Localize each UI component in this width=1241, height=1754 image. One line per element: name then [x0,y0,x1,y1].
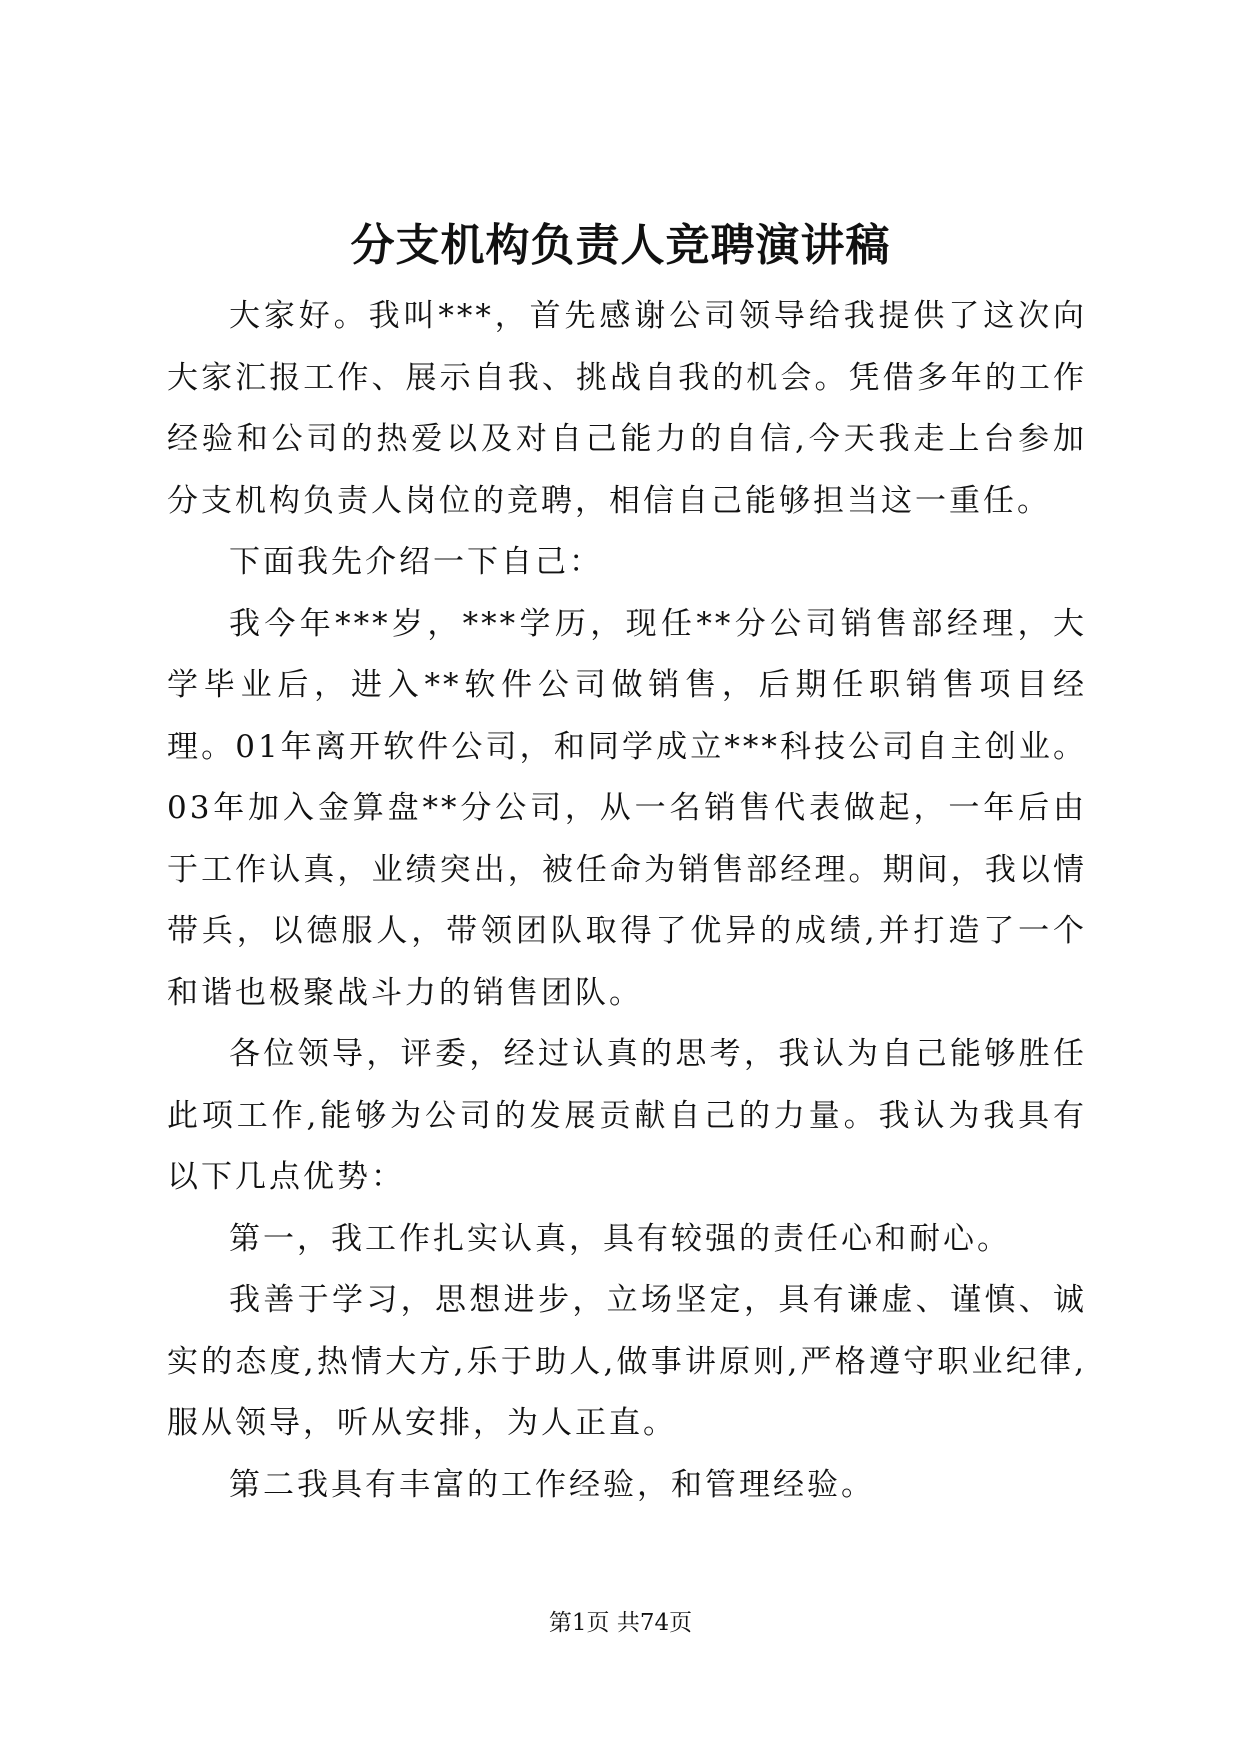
paragraph-first-advantage: 第一，我工作扎实认真，具有较强的责任心和耐心。 [229,1220,1011,1257]
page-footer: 第1页 共74页 [548,1610,693,1636]
document-body [167,286,1087,1516]
paragraph-second-advantage: 第二我具有丰富的工作经验，和管理经验。 [229,1466,875,1503]
paragraph-background: 我今年***岁，***学历，现任**分公司销售部经理，大学毕业后，进入**软件公司做销售，后期任职销售项目经理。01年离开软件公司，和同学成立***科技公司自主创业。03年加入金算盘**分公司，从一名销售代表做起，一年后由于工作认真，业绩突出，被任命为销售部经理。期间，我以情带兵，以德服人，带领团队取得了优异的成绩,并打造了一个和谐也极聚战斗力的销售团队。 [167,605,1087,1011]
page-title: 分支机构负责人竞聘演讲稿 [350,220,891,271]
paragraph-intro-lead: 下面我先介绍一下自己： [229,544,603,580]
paragraph-character: 我善于学习，思想进步，立场坚定，具有谦虚、谨慎、诚实的态度,热情大方,乐于助人,做事讲原则,严格遵守职业纪律,服从领导，听从安排，为人正直。 [167,1282,1087,1441]
paragraph-greeting: 大家好。我叫***，首先感谢公司领导给我提供了这次向大家汇报工作、展示自我、挑战自我的机会。凭借多年的工作经验和公司的热爱以及对自己能力的自信,今天我走上台参加分支机构负责人岗位的竞聘，相信自己能够担当这一重任。 [167,298,1087,519]
paragraph-advantages-lead: 各位领导，评委，经过认真的思考，我认为自己能够胜任此项工作,能够为公司的发展贡献自己的力量。我认为我具有以下几点优势： [167,1036,1087,1195]
